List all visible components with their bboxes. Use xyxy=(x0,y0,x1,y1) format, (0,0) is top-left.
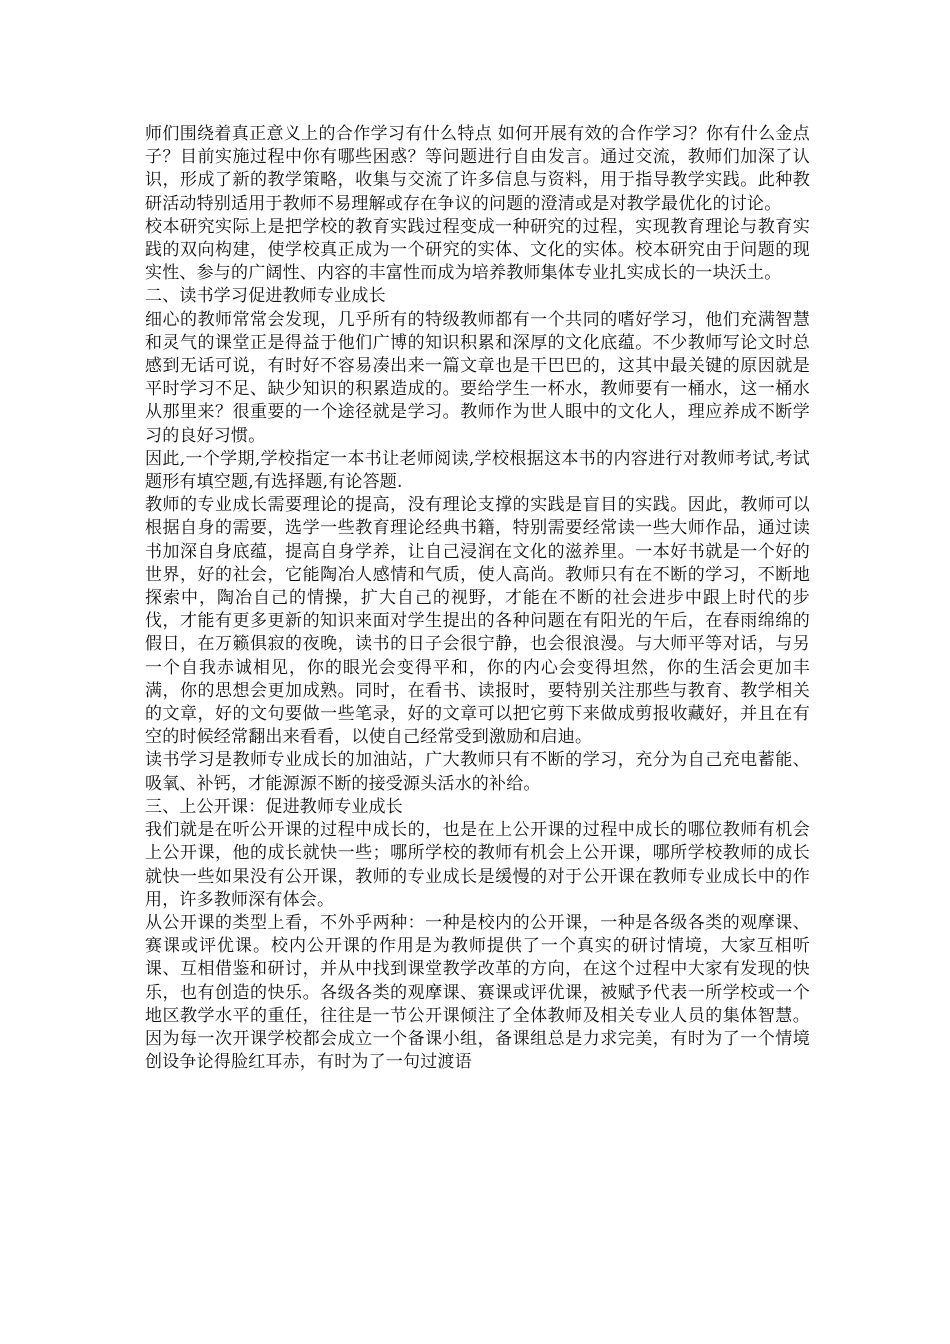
paragraph-body: 师们围绕着真正意义上的合作学习有什么特点 如何开展有效的合作学习？你有什么金点子？目前实施过程中你有哪些困惑？等问题进行自由发言。通过交流，教师们加深了认识，形成了新的教学策略，收集与交流了许多信息与资料，用于指导教学实践。此种教研活动特别适用于教师不易理解或存在争议的问题的澄清或是对教学最优化的讨论。 xyxy=(145,124,810,214)
section-heading: 三、上公开课：促进教师专业成长 xyxy=(145,796,403,817)
paragraph-body: 细心的教师常常会发现，几乎所有的特级教师都有一个共同的嗜好学习，他们充满智慧和灵气的课堂正是得益于他们广博的知识积累和深厚的文化底蕴。不少教师写论文时总感到无话可说，有时好不容易凑出来一篇文章也是干巴巴的，这其中最关键的原因就是平时学习不足、缺少知识的积累造成的。要给学生一杯水，教师要有一桶水，这一桶水从那里来？很重要的一个途径就是学习。教师作为世人眼中的文化人，理应养成不断学习的良好习惯。 xyxy=(145,309,810,446)
paragraph-body: 校本研究实际上是把学校的教育实践过程变成一种研究的过程，实现教育理论与教育实践的双向构建，使学校真正成为一个研究的实体、文化的实体。校本研究由于问题的现实性、参与的广阔性、内容的丰富性而成为培养教师集体专业扎实成长的一块沃土。 xyxy=(145,216,810,284)
paragraph-body: 我们就是在听公开课的过程中成长的，也是在上公开课的过程中成长的哪位教师有机会上公开课，他的成长就快一些；哪所学校的教师有机会上公开课，哪所学校教师的成长就快一些如果没有公开课，教师的专业成长是缓慢的对于公开课在教师专业成长中的作用，许多教师深有体会。 xyxy=(145,820,810,910)
paragraph-body: 从公开课的类型上看，不外乎两种：一种是校内的公开课，一种是各级各类的观摩课、赛课或评优课。校内公开课的作用是为教师提供了一个真实的研讨情境，大家互相听课、互相借鉴和研讨，并从中找到课堂教学改革的方向，在这个过程中大家有发现的快乐，也有创造的快乐。各级各类的观摩课、赛课或评优课，被赋予代表一所学校或一个地区教学水平的重任，往往是一节公开课倾注了全体教师及相关专业人员的集体智慧。因为每一次开课学校都会成立一个备课小组，备课组总是力求完美，有时为了一个情境创设争论得脸红耳赤，有时为了一句过渡语 xyxy=(145,912,810,1073)
paragraph-body: 因此,一个学期,学校指定一本书让老师阅读,学校根据这本书的内容进行对教师考试,考试题形有填空题,有选择题,有论答题. xyxy=(145,448,810,493)
section-heading: 二、读书学习促进教师专业成长 xyxy=(145,286,386,307)
document-body xyxy=(145,123,810,1074)
paragraph-body: 教师的专业成长需要理论的提高，没有理论支撑的实践是盲目的实践。因此，教师可以根据自身的需要，选学一些教育理论经典书籍，特别需要经常读一些大师作品，通过读书加深自身底蕴，提高自身学养，让自己浸润在文化的滋养里。一本好书就是一个好的世界，好的社会，它能陶冶人感情和气质，使人高尚。教师只有在不断的学习，不断地探索中，陶冶自己的情操，扩大自己的视野，才能在不断的社会进步中跟上时代的步伐，才能有更多更新的知识来面对学生提出的各种问题在有阳光的午后，在春雨绵绵的假日，在万籁俱寂的夜晚，读书的日子会很宁静，也会很浪漫。与大师平等对话，与另一个自我赤诚相见，你的眼光会变得平和，你的内心会变得坦然，你的生活会更加丰满，你的思想会更加成熟。同时，在看书、读报时，要特别关注那些与教育、教学相关的文章，好的文句要做一些笔录，好的文章可以把它剪下来做成剪报收藏好，并且在有空的时候经常翻出来看看，以使自己经常受到激励和启迪。 xyxy=(145,495,810,748)
paragraph-body: 读书学习是教师专业成长的加油站，广大教师只有不断的学习，充分为自己充电蓄能、吸氧、补钙，才能源源不断的接受源头活水的补给。 xyxy=(145,750,810,794)
